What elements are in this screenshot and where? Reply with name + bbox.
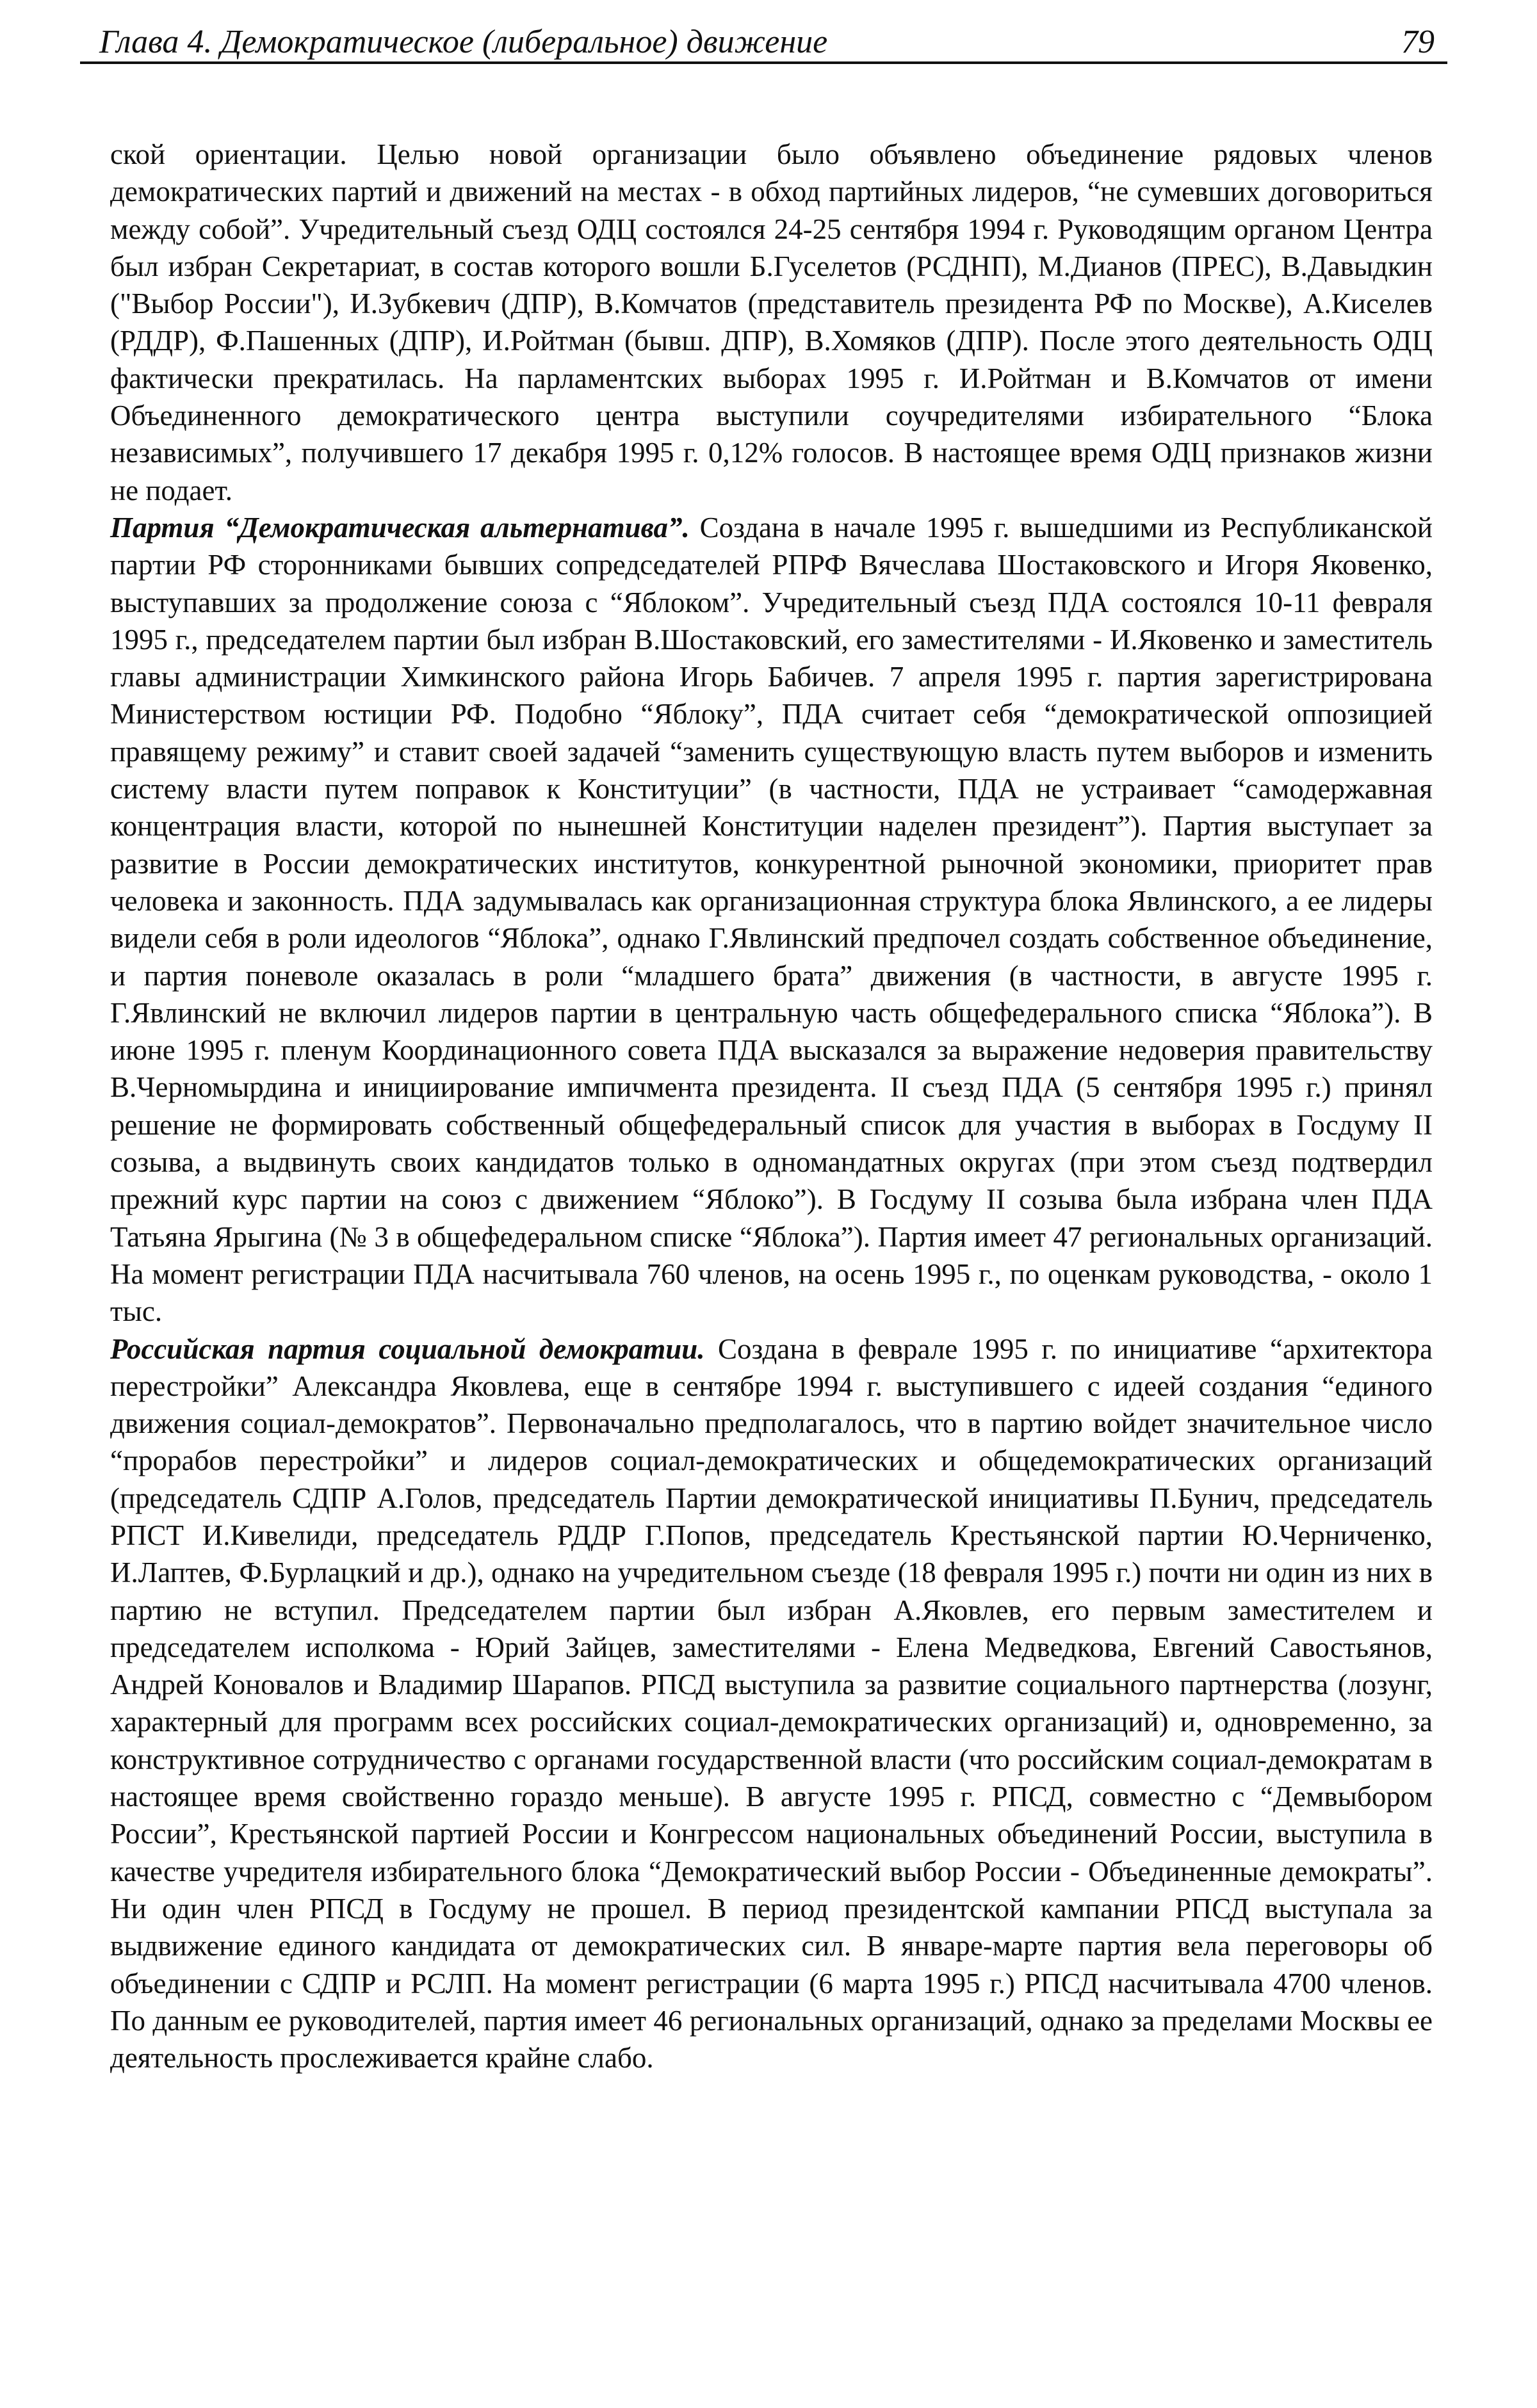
header-rule (80, 61, 1447, 64)
section-heading-pda: Партия “Демократическая альтернатива”. (110, 511, 690, 544)
paragraph-text: ской ориентации. Целью новой организации было объявлено объединение рядовых членов демократических партий и движений на местах - в обход партийных лидеров, “не сумевших договориться между собой”. Учредительный съезд ОДЦ состоялся 24-25 сентября 1994 г. Руководящим органом Центра был избран Секретариат, в состав которого вошли Б.Гуселетов (РСДНП), М.Дианов (ПРЕС), В.Давыдкин ("Выбор России"), И.Зубкевич (ДПР), В.Комчатов (представитель президента РФ по Москве), А.Киселев (РДДР), Ф.Пашенных (ДПР), И.Ройтман (бывш. ДПР), В.Хомяков (ДПР). После этого деятельность ОДЦ фактически прекратилась. На парламентских выборах 1995 г. И.Ройтман и В.Комчатов от имени Объединенного демократического центра выступили соучредителями избирательного “Блока независимых”, получившего 17 декабря 1995 г. 0,12% голосов. В настоящее время ОДЦ признаков жизни не подает. (110, 138, 1433, 506)
paragraph-text: Создана в начале 1995 г. вышедшими из Республиканской партии РФ сторонниками бывших сопредседателей РПРФ Вячеслава Шостаковского и Игоря Яковенко, выступавших за продолжение союза с “Яблоком”. Учредительный съезд ПДА состоялся 10-11 февраля 1995 г., председателем партии был избран В.Шостаковский, его заместителями - И.Яковенко и заместитель главы администрации Химкинского района Игорь Бабичев. 7 апреля 1995 г. партия зарегистрирована Министерством юстиции РФ. Подобно “Яблоку”, ПДА считает себя “демократической оппозицией правящему режиму” и ставит своей задачей “заменить существующую власть путем выборов и изменить систему власти путем поправок к Конституции” (в частности, ПДА не устраивает “самодержавная концентрация власти, которой по нынешней Конституции наделен президент”). Партия выступает за развитие в России демократических институтов, конкурентной рыночной экономики, приоритет прав человека и законность. ПДА задумывалась как организационная структура блока Явлинского, а ее лидеры видели себя в роли идеологов “Яблока”, однако Г.Явлинский предпочел создать собственное объединение, и партия поневоле оказалась в роли “младшего брата” движения (в частности, в августе 1995 г. Г.Явлинский не включил лидеров партии в центральную часть общефедерального списка “Яблока”). В июне 1995 г. пленум Координационного совета ПДА высказался за выражение недоверия правительству В.Черномырдина и инициирование импичмента президента. II съезд ПДА (5 сентября 1995 г.) принял решение не формировать собственный общефедеральный список для участия в выборах в Госдуму II созыва, а выдвинуть своих кандидатов только в одномандатных округах (при этом съезд подтвердил прежний курс партии на союз с движением “Яблоко”). В Госдуму II созыва была избрана член ПДА Татьяна Ярыгина (№ 3 в общефедеральном списке “Яблока”). Партия имеет 47 региональных организаций. На момент регистрации ПДА насчитывала 760 членов, на осень 1995 г., по оценкам руководства, - около 1 тыс. (110, 511, 1433, 1328)
body-text (110, 136, 1433, 2076)
running-header (80, 18, 1447, 64)
chapter-title: Глава 4. Демократическое (либеральное) движение (99, 24, 828, 60)
paragraph-pda (110, 509, 1433, 1330)
paragraph-text: Создана в феврале 1995 г. по инициативе “архитектора перестройки” Александра Яковлева, еще в сентябре 1994 г. выступившего с идеей создания “единого движения социал-демократов”. Первоначально предполагалось, что в партию войдет значительное число “прорабов перестройки” и лидеров социал-демократических и общедемократических организаций (председатель СДПР А.Голов, председатель Партии демократической инициативы П.Бунич, председатель РПСТ И.Кивелиди, председатель РДДР Г.Попов, председатель Крестьянской партии Ю.Черниченко, И.Лаптев, Ф.Бурлацкий и др.), однако на учредительном съезде (18 февраля 1995 г.) почти ни один из них в партию не вступил. Председателем партии был избран А.Яковлев, его первым заместителем и председателем исполкома - Юрий Зайцев, заместителями - Елена Медведкова, Евгений Савостьянов, Андрей Коновалов и Владимир Шарапов. РПСД выступила за развитие социального партнерства (лозунг, характерный для программ всех российских социал-демократических организаций) и, одновременно, за конструктивное сотрудничество с органами государственной власти (что российским социал-демократам в настоящее время свойственно гораздо меньше). В августе 1995 г. РПСД, совместно с “Демвыбором России”, Крестьянской партией России и Конгрессом национальных объединений России, выступила в качестве учредителя избирательного блока “Демократический выбор России - Объединенные демократы”. Ни один член РПСД в Госдуму не прошел. В период президентской кампании РПСД выступала за выдвижение единого кандидата от демократических сил. В январе-марте партия вела переговоры об объединении с СДПР и РСЛП. На момент регистрации (6 марта 1995 г.) РПСД насчитывала 4700 членов. По данным ее руководителей, партия имеет 46 региональных организаций, однако за пределами Москвы ее деятельность прослеживается крайне слабо. (110, 1332, 1433, 2074)
page-number: 79 (1401, 24, 1435, 60)
paragraph-rpsd (110, 1330, 1433, 2077)
paragraph-odc-continuation (110, 136, 1433, 509)
section-heading-rpsd: Российская партия социальной демократии. (110, 1332, 705, 1365)
